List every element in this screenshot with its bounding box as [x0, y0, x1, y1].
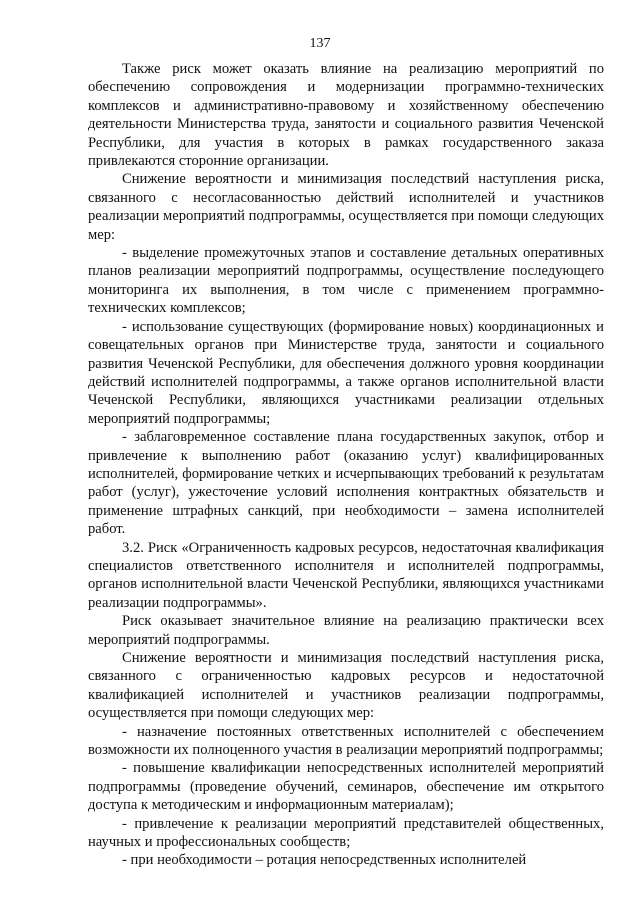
list-item-community: - привлечение к реализации мероприятий представителей общественных, научных и профессиональных сообществ;	[88, 815, 604, 851]
section-3-2-heading: 3.2. Риск «Ограниченность кадровых ресурсов, недостаточная квалификация специалистов ответственного исполнителя и исполнителей подпрограммы, органов исполнительной власти Чеченской Республики, являющихся участниками реализации подпрограммы».	[88, 539, 604, 611]
list-item-stages: - выделение промежуточных этапов и составление детальных оперативных планов реализации мероприятий подпрограммы, осуществление последующего мониторинга их выполнения, в том числе с применением программно-технических комплексов;	[88, 245, 604, 317]
list-item-qualification: - повышение квалификации непосредственных исполнителей мероприятий подпрограммы (проведение обучений, семинаров, обеспечение им открытого доступа к методическим и информационным материалам);	[88, 760, 604, 814]
paragraph-risk-mitigation-intro: Снижение вероятности и минимизация последствий наступления риска, связанного с несогласованностью действий исполнителей и участников реализации мероприятий подпрограммы, осуществляется при помощи следующих мер:	[88, 171, 604, 243]
list-item-assign-executors: - назначение постоянных ответственных исполнителей с обеспечением возможности их полноценного участия в реализации мероприятий подпрограммы;	[88, 723, 604, 759]
paragraph-risk-influence: Также риск может оказать влияние на реализацию мероприятий по обеспечению сопровождения и модернизации программно-технических комплексов и административно-правовому и хозяйственному обеспечению деятельности Министерства труда, занятости и социального развития Чеченской Республики, для участия в которых в рамках государственного заказа привлекаются сторонние организации.	[88, 61, 604, 170]
document-body	[88, 60, 604, 870]
list-item-rotation: - при необходимости – ротация непосредственных исполнителей	[122, 852, 527, 869]
list-item-coordination: - использование существующих (формирование новых) координационных и совещательных органов при Министерстве труда, занятости и социального развития Чеченской Республики, для обеспечения должного уровня координации действий исполнителей подпрограммы, а также органов исполнительной власти Чеченской Республики, являющихся участниками реализации отдельных мероприятий подпрограммы;	[88, 318, 604, 427]
paragraph-staff-mitigation-intro: Снижение вероятности и минимизация последствий наступления риска, связанного с ограниченностью кадровых ресурсов и недостаточной квалификацией исполнителей и участников реализации подпрограммы, осуществляется при помощи следующих мер:	[88, 650, 604, 722]
paragraph-risk-impact: Риск оказывает значительное влияние на реализацию практически всех мероприятий подпрограммы.	[88, 613, 604, 648]
list-item-procurement: - заблаговременное составление плана государственных закупок, отбор и привлечение к выполнению работ (оказанию услуг) квалифицированных исполнителей, формирование четких и исчерпывающих требований к результатам работ (услуг), ужесточение условий исполнения контрактных обязательств и применение штрафных санкций, при необходимости – замена исполнителей работ.	[88, 429, 604, 538]
page-number: 137	[309, 36, 331, 51]
